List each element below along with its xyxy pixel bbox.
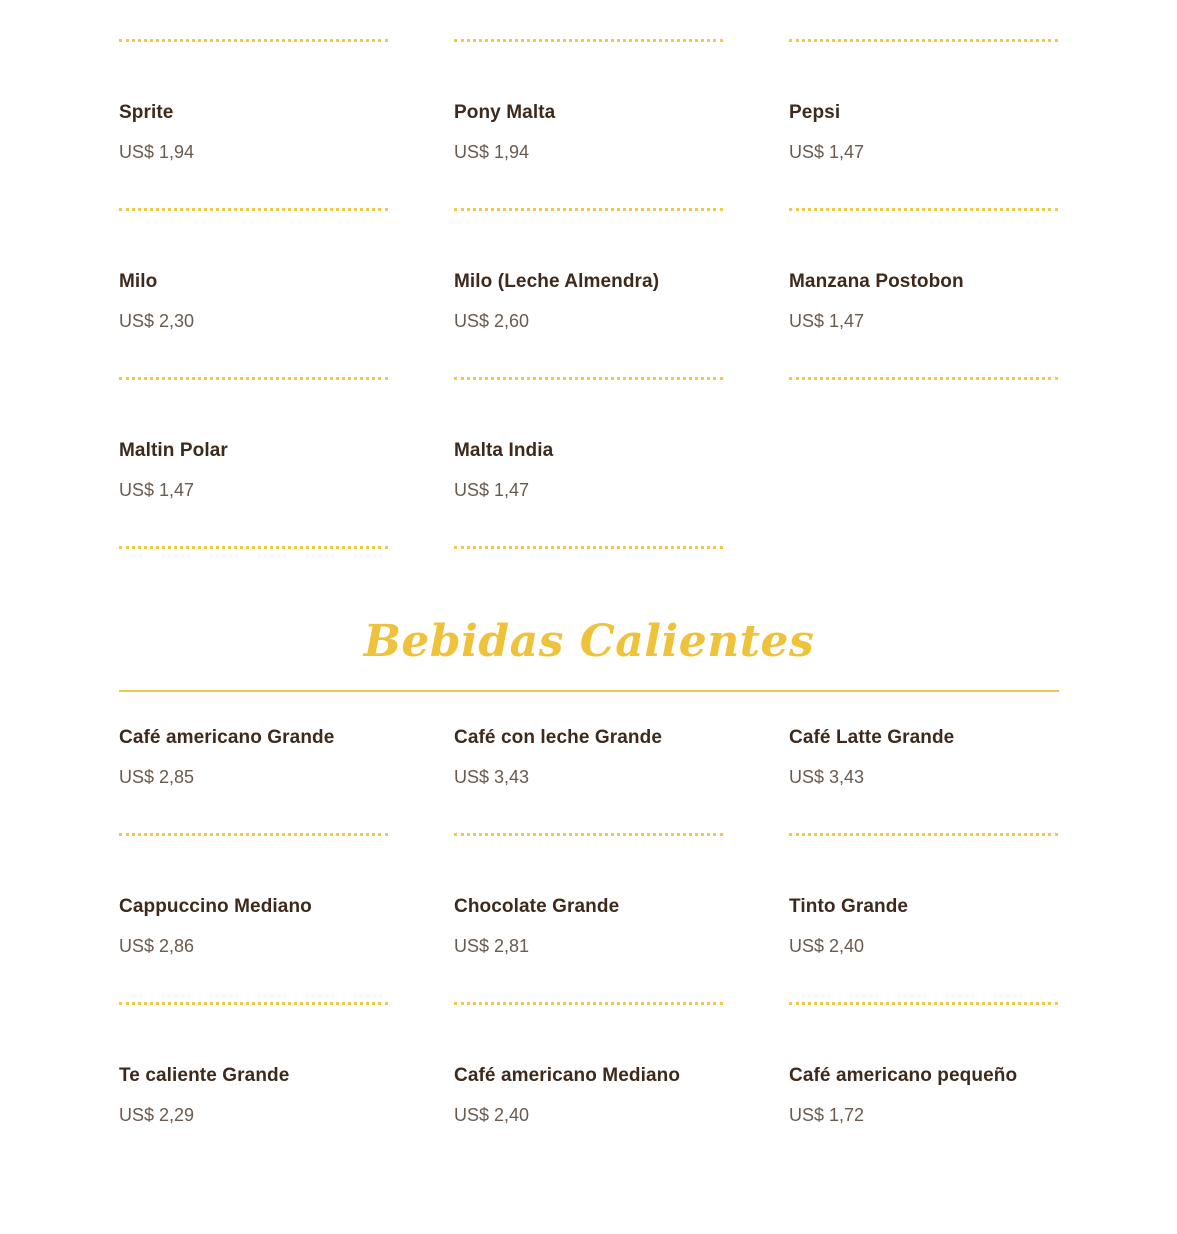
divider-dots <box>454 208 723 211</box>
item-name: Tinto Grande <box>789 896 909 917</box>
item-price: US$ 1,94 <box>119 142 195 162</box>
section-title: Bebidas Calientes <box>363 616 815 667</box>
menu-item[interactable] <box>454 896 723 1065</box>
item-price: US$ 2,29 <box>119 1105 195 1125</box>
divider-dots <box>789 1002 1058 1005</box>
menu-item[interactable] <box>119 727 388 896</box>
section-cold-drinks <box>119 102 1059 609</box>
menu-item[interactable] <box>119 440 388 609</box>
item-price: US$ 2,86 <box>119 936 195 956</box>
menu-item[interactable] <box>789 271 1058 440</box>
item-name: Sprite <box>119 102 174 123</box>
divider-dots <box>454 1002 723 1005</box>
divider-dots <box>789 377 1058 380</box>
menu-item[interactable] <box>119 102 388 271</box>
menu-item[interactable] <box>454 727 723 896</box>
menu-item[interactable] <box>454 271 723 440</box>
item-price: US$ 2,30 <box>119 311 195 331</box>
divider-dots <box>119 377 388 380</box>
divider-dots <box>789 39 1058 42</box>
item-price: US$ 1,47 <box>119 480 195 500</box>
item-price: US$ 1,47 <box>454 480 530 500</box>
item-price: US$ 2,40 <box>789 936 865 956</box>
item-name: Malta India <box>454 440 554 461</box>
item-name: Milo (Leche Almendra) <box>454 271 660 292</box>
item-name: Café americano Mediano <box>454 1065 681 1086</box>
item-price: US$ 1,47 <box>789 142 865 162</box>
item-price: US$ 3,43 <box>454 767 530 787</box>
menu-item[interactable] <box>454 440 723 609</box>
menu-item[interactable] <box>119 271 388 440</box>
item-price: US$ 3,43 <box>789 767 865 787</box>
item-name: Café americano Grande <box>119 727 335 748</box>
section-divider <box>119 690 1059 692</box>
item-name: Maltin Polar <box>119 440 228 461</box>
divider-dots <box>119 546 388 549</box>
item-name: Chocolate Grande <box>454 896 620 917</box>
item-name: Te caliente Grande <box>119 1065 290 1086</box>
menu-item[interactable] <box>789 102 1058 271</box>
item-price: US$ 2,60 <box>454 311 530 331</box>
item-name: Cappuccino Mediano <box>119 896 312 917</box>
divider-dots <box>119 208 388 211</box>
item-price: US$ 2,81 <box>454 936 530 956</box>
item-name: Café americano pequeño <box>789 1065 1018 1086</box>
section-hot-drinks <box>119 727 1059 1234</box>
item-price: US$ 2,40 <box>454 1105 530 1125</box>
divider-dots <box>454 377 723 380</box>
item-price: US$ 1,72 <box>789 1105 865 1125</box>
menu-item[interactable] <box>789 1065 1058 1234</box>
item-price: US$ 1,47 <box>789 311 865 331</box>
item-name: Milo <box>119 271 158 292</box>
divider-dots <box>454 39 723 42</box>
divider-dots <box>789 833 1058 836</box>
item-name: Café con leche Grande <box>454 727 663 748</box>
divider-dots <box>119 1002 388 1005</box>
divider-dots <box>454 546 723 549</box>
menu-item[interactable] <box>119 896 388 1065</box>
divider-dots <box>119 39 388 42</box>
divider-dots <box>789 208 1058 211</box>
menu-item[interactable] <box>789 896 1058 1065</box>
item-name: Pony Malta <box>454 102 556 123</box>
item-price: US$ 2,85 <box>119 767 195 787</box>
item-name: Manzana Postobon <box>789 271 964 292</box>
divider-dots <box>119 833 388 836</box>
menu-item[interactable] <box>119 1065 388 1234</box>
item-price: US$ 1,94 <box>454 142 530 162</box>
menu-item[interactable] <box>789 727 1058 896</box>
item-name: Pepsi <box>789 102 841 123</box>
divider-dots <box>454 833 723 836</box>
menu-item[interactable] <box>454 102 723 271</box>
menu-item[interactable] <box>454 1065 723 1234</box>
item-name: Café Latte Grande <box>789 727 955 748</box>
